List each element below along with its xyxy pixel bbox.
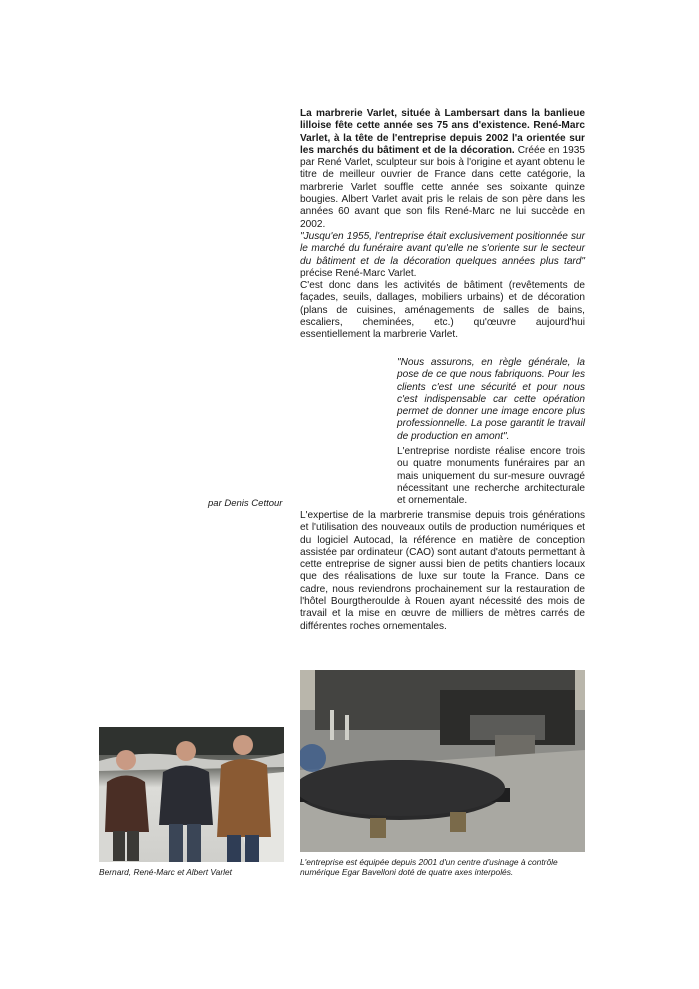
- expertise-paragraph: L'expertise de la marbrerie transmise depuis trois générations et l'utilisation des nouveaux outils de production numériques et du logiciel Autocad, la référence en matière de conception assistée par ordinateur (CAO) sont autant d'atouts permettant à cette entreprise de signer aussi bien de petits chantiers locaux que des réalisations de luxe sur toute la France. Dans ce cadre, nous reviendrons prochainement sur la restauration de l'hôtel Bourgtheroulde à Rouen ayant nécessité des mois de travail et la mise en œuvre de milliers de mètres carrés de différentes roches ornementales.: [300, 510, 585, 632]
- activities-paragraph: C'est donc dans les activités de bâtiment (revêtements de façades, seuils, dallages, mobiliers urbains) et de décoration (plans de cuisines, aménagements de salles de bains, escaliers, cheminées, etc.) qu'œuvre aujourd'hui essentiellement la marbrerie Varlet.: [300, 280, 585, 341]
- photo-machine-image: [300, 670, 585, 852]
- indented-quote-block: [397, 357, 585, 443]
- quote-italic: "Jusqu'en 1955, l'entreprise était exclusivement positionnée sur le marché du funéraire avant qu'elle ne s'oriente sur le secteur du bâtiment et de la décoration quelques années plus tard": [300, 230, 585, 267]
- article-column-bottom: [300, 510, 585, 633]
- lead-bold: La marbrerie Varlet, située à Lambersart dans la banlieue lilloise fête cette année ses 75 ans d'existence. René-Marc Varlet, à la tête de l'entreprise depuis 2002 l'a orientée sur les marchés du bâtiment et de la décoration.: [300, 108, 585, 156]
- quote-attribution: précise René-Marc Varlet.: [300, 267, 417, 279]
- quote-paragraph: [300, 231, 585, 280]
- pose-quote: "Nous assurons, en règle générale, la pose de ce que nous fabriquons. Pour les clients c'est une sécurité et pour nous c'est indispensable car cette opération permet de donner une image encore plus professionnelle. La pose garantit le travail de production en amont".: [397, 357, 585, 442]
- article-column-top: [300, 108, 585, 342]
- monuments-block: [397, 446, 585, 507]
- photo-varlet-family: [99, 727, 284, 862]
- byline: par Denis Cettour: [208, 498, 283, 509]
- monuments-paragraph: L'entreprise nordiste réalise encore trois ou quatre monuments funéraires par an mais uniquement du sur-mesure ouvragé nécessitant une recherche architecturale et ornementale.: [397, 446, 585, 507]
- photo-cnc-machine: [300, 670, 585, 852]
- caption-family: Bernard, René-Marc et Albert Varlet: [99, 867, 232, 877]
- lead-paragraph: [300, 108, 585, 231]
- caption-machine: L'entreprise est équipée depuis 2001 d'un centre d'usinage à contrôle numérique Egar Bavelloni doté de quatre axes interpolés.: [300, 857, 558, 877]
- photo-people-image: [99, 727, 284, 862]
- lead-rest: Créée en 1935 par René Varlet, sculpteur sur bois à l'origine et ayant obtenu le titre de meilleur ouvrier de France dans cette catégorie, la marbrerie Varlet souffle cette année ses soixante quinze bougies. Albert Varlet avait pris le relais de son père dans les années 60 avant que son fils René-Marc ne lui succède en 2002.: [300, 144, 585, 230]
